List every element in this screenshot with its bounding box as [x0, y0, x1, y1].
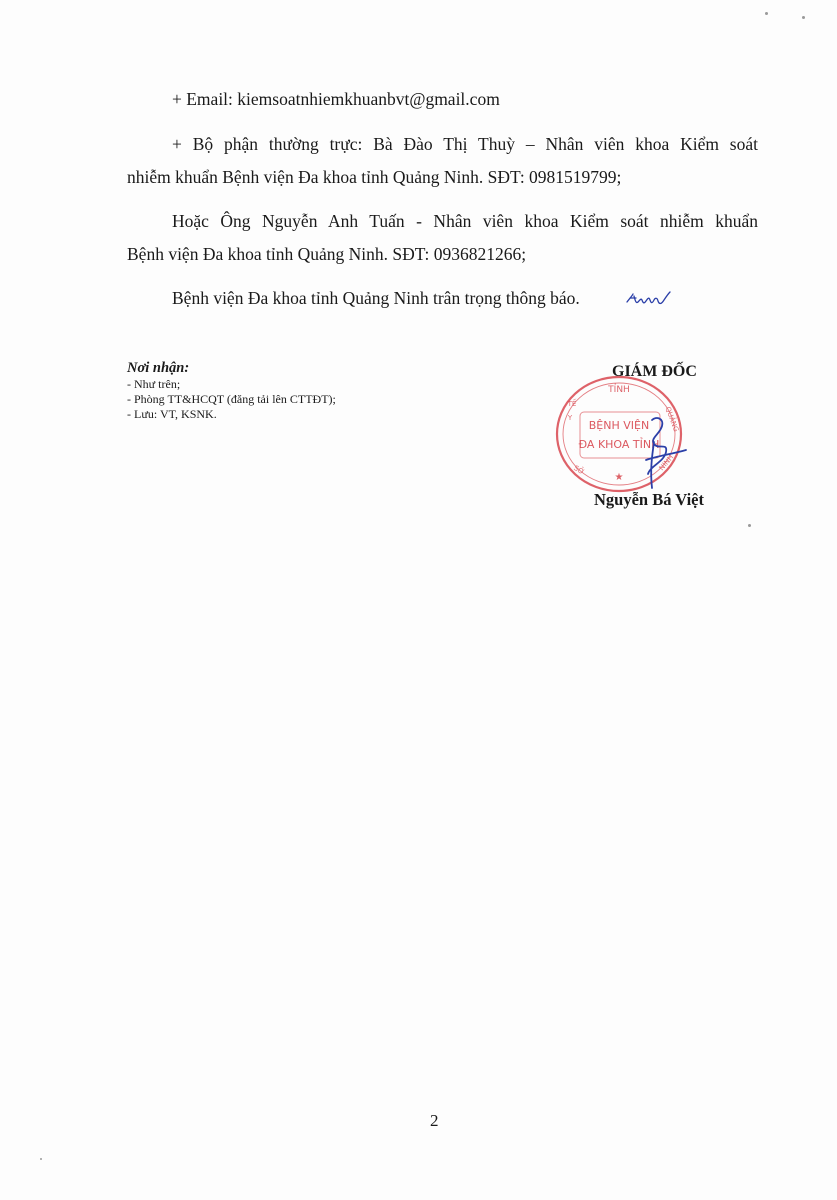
scan-speck — [748, 524, 751, 527]
svg-text:★: ★ — [614, 472, 624, 483]
recipient-item: - Như trên; — [127, 377, 181, 391]
page-number: 2 — [430, 1111, 439, 1130]
director-title: GIÁM ĐỐC — [612, 363, 697, 380]
alternate-contact-line-2: Bệnh viện Đa khoa tỉnh Quảng Ninh. SĐT: 0936821266; — [127, 244, 527, 264]
duty-contact-line-2: nhiễm khuẩn Bệnh viện Đa khoa tỉnh Quảng Ninh. SĐT: 0981519799; — [127, 167, 622, 187]
scan-speck — [765, 12, 768, 15]
seal-right-text-2: NINH — [657, 453, 676, 473]
seal-line-1: BỆNH VIỆN — [588, 419, 650, 432]
handwritten-initials — [624, 288, 672, 310]
handwritten-signature — [638, 412, 690, 494]
seal-bottom-text: SỞ — [572, 464, 586, 477]
closing-line: Bệnh viện Đa khoa tỉnh Quảng Ninh trân trọng thông báo. — [172, 288, 580, 308]
seal-line-2: ĐA KHOA TỈNH — [578, 438, 660, 451]
scan-speck — [802, 16, 805, 19]
seal-right-text: QUẢNG — [663, 405, 681, 433]
scan-speck — [40, 1158, 42, 1160]
seal-top-text: TỈNH — [608, 385, 630, 395]
seal-left-text: Y — [567, 414, 573, 422]
recipient-item: - Phòng TT&HCQT (đăng tải lên CTTĐT); — [127, 392, 336, 406]
alternate-contact-line-1: Hoặc Ông Nguyễn Anh Tuấn - Nhân viên khoa Kiểm soát nhiễm khuẩn — [172, 211, 758, 231]
seal-left-text-2: TẾ — [567, 400, 577, 408]
recipients-heading: Nơi nhận: — [127, 360, 190, 376]
recipients-block — [127, 360, 447, 422]
email-line: + Email: kiemsoatnhiemkhuanbvt@gmail.com — [172, 89, 500, 109]
duty-contact-line-1: + Bộ phận thường trực: Bà Đào Thị Thuỳ – Nhân viên khoa Kiểm soát — [172, 134, 758, 154]
recipient-item: - Lưu: VT, KSNK. — [127, 407, 217, 421]
signer-name: Nguyễn Bá Việt — [594, 490, 705, 509]
